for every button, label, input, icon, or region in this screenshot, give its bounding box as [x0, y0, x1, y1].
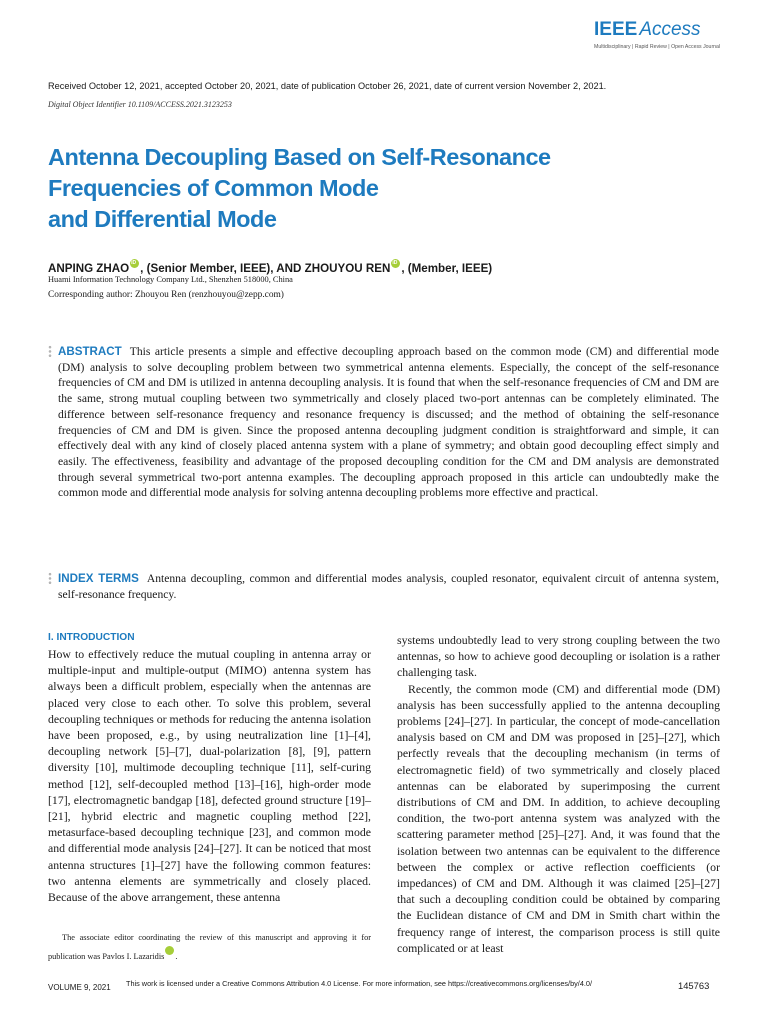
journal-name-bold: IEEE	[594, 19, 638, 40]
page-number: 145763	[678, 980, 710, 991]
intro-paragraph-1: How to effectively reduce the mutual coupling in antenna array or multiple-input and multiple-output (MIMO) antenna system has always been a difficult problem, especially when the antennas are placed very close to each other. To solve this problem, several decoupling techniques or methods for reducing the antenna isolation have been proposed, e.g., by using neutralization line [1]–[4], decoupling network [5]–[7], dual-polarization [8], [9], pattern diversity [10], multimode decoupling technique [11], self-curing method [12], self-decoupled method [13]–[16], high-order mode [17], electromagnetic bandgap [18], defected ground structure [19]–[21], hybrid electric and magnetic coupling method [22], metasurface-based decoupling technique [23], and common mode and differential mode analysis [24]–[27]. It can be noticed that most antenna structures [1]–[27] have the following common features: two antenna elements are symmetrically and closely placed. Because of the above arrangement, these antenna	[48, 647, 372, 905]
doi-line: Digital Object Identifier 10.1109/ACCESS.2021.3123253	[48, 100, 232, 109]
section-heading-introduction: I. INTRODUCTION	[48, 632, 135, 643]
paper-title	[48, 142, 688, 235]
editor-footnote	[48, 930, 371, 964]
orcid-icon[interactable]	[165, 946, 174, 955]
journal-name-italic: Access	[639, 19, 701, 40]
index-terms-label: INDEX TERMS	[58, 572, 139, 585]
author-role-1: , (Senior Member, IEEE), AND ZHOUYOU REN	[140, 262, 391, 275]
author-role-2: , (Member, IEEE)	[401, 262, 493, 275]
orcid-icon[interactable]	[130, 259, 139, 268]
left-column	[48, 630, 371, 905]
title-line-2: Frequencies of Common Mode	[48, 175, 379, 201]
abstract-label: ABSTRACT	[58, 345, 122, 358]
journal-name	[594, 20, 716, 39]
title-line-3: and Differential Mode	[48, 206, 277, 232]
intro-paragraph-1-continued: systems undoubtedly lead to very strong coupling between the two antennas, so how to achieve good decoupling or isolation is a rather challenging task.	[397, 633, 720, 680]
footnote-end: .	[175, 951, 178, 961]
right-column	[397, 632, 720, 956]
corresponding-author: Corresponding author: Zhouyou Ren (renzhouyou@zepp.com)	[48, 290, 284, 300]
author-line	[48, 259, 492, 275]
volume-label: VOLUME 9, 2021	[48, 983, 111, 992]
orcid-icon[interactable]	[391, 259, 400, 268]
license-notice[interactable]: This work is licensed under a Creative Commons Attribution 4.0 License. For more information, see https://creativecommons.org/licenses/by/4.0/	[126, 979, 592, 988]
affiliation: Huami Information Technology Company Ltd., Shenzhen 518000, China	[48, 275, 293, 284]
abstract-text: This article presents a simple and effective decoupling approach based on the common mode (CM) and differential mode (DM) analysis to solve decoupling problem between two symmetrical antenna elements. Especially, the concept of the self-resonance frequencies of CM and DM is utilized in antenna decoupling analysis. It is found that when the self-resonance frequencies of CM and DM are the same, strong mutual coupling between two symmetrically and closely placed two-port antennas can be completely eliminated. The difference between self-resonance frequency and resonance frequency is discussed; and the method of obtaining the self-resonance frequencies of CM and DM is given. Since the proposed antenna decoupling judgment condition is straightforward and simple, it can effectively deal with any kind of closely placed antenna system with a plane of symmetry; and obtain good decoupling effect simply and easily. The effectiveness, feasibility and advantage of the proposed decoupling condition for the CM and DM analysis are demonstrated through several symmetrical two-port antenna examples. The decoupling approach proposed in this article can undoubtedly make the common mode and differential mode analysis for solving antenna decoupling problems more effective and practical.	[58, 345, 719, 500]
index-terms-text: Antenna decoupling, common and differential modes analysis, coupled resonator, equivalent circuit of antenna system, self-resonance frequency.	[58, 572, 719, 601]
footnote-text: The associate editor coordinating the review of this manuscript and approving it for publication was Pavlos I. Lazaridis	[48, 933, 371, 961]
abstract	[58, 344, 719, 501]
received-dates: Received October 12, 2021, accepted October 20, 2021, date of publication October 26, 2021, date of current version November 2, 2021.	[48, 81, 607, 91]
section-marker-dots	[48, 572, 52, 585]
intro-paragraph-2: Recently, the common mode (CM) and differential mode (DM) analysis has been successfully applied to the antenna decoupling problems [24]–[27]. In particular, the concept of mode-cancellation analysis based on CM and DM was proposed in [25]–[27], which perfectly reveals that the decoupling mechanism (in terms of electromagnetic field) of two symmetrically and closely placed antennas can be elaborated by superimposing the current distributions of CM and DM. In addition, to achieve decoupling condition, the two-port antenna system was analyzed with the scattering parameter method [25]–[27]. And, it was found that the isolation between two antennas can be equivalent to the difference between the complex or active reflection coefficients (or impedances) of CM and DM. Although it was claimed [25]–[27] that such a decoupling condition could be obtained by comparing the Euclidean distance of CM and DM in Smith chart within the frequency range of interest, the comparison process is still quite complicated or at least	[397, 681, 720, 955]
journal-logo	[594, 19, 721, 56]
author-name-1: ANPING ZHAO	[48, 262, 130, 275]
journal-tagline: Multidisciplinary | Rapid Review | Open Access Journal	[594, 44, 721, 50]
index-terms	[58, 571, 719, 602]
title-line-1: Antenna Decoupling Based on Self-Resonance	[48, 144, 551, 170]
section-marker-dots	[48, 345, 52, 358]
